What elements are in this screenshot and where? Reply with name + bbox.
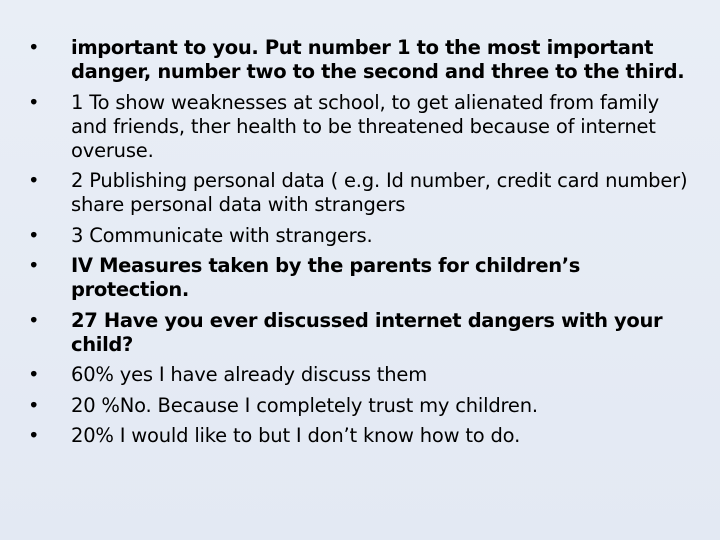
- list-item-text: 20 %No. Because I completely trust my children.: [71, 393, 538, 417]
- list-item-text: 3 Communicate with strangers.: [71, 223, 373, 247]
- bullet-marker: •: [28, 36, 40, 59]
- bullet-marker: •: [28, 308, 40, 332]
- bullet-marker: •: [28, 424, 40, 447]
- list-item: [28, 394, 698, 418]
- bullet-marker: •: [28, 254, 40, 277]
- bullet-marker: •: [28, 90, 40, 114]
- list-item-text: important to you. Put number 1 to the most important danger, number two to the second and three to the third.: [71, 36, 685, 83]
- list-item: [28, 254, 698, 302]
- list-item: [28, 224, 698, 248]
- list-item: [28, 169, 698, 217]
- list-item: [28, 91, 698, 163]
- list-item-text: 20% I would like to but I don’t know how to do.: [71, 424, 521, 447]
- list-item: [28, 36, 698, 84]
- bullet-marker: •: [28, 169, 40, 192]
- bullet-marker: •: [28, 223, 40, 247]
- bullet-marker: •: [28, 393, 40, 417]
- list-item: [28, 309, 698, 357]
- list-item-text: 27 Have you ever discussed internet dangers with your child?: [71, 308, 663, 356]
- bullet-list: [28, 36, 698, 455]
- list-item-text: IV Measures taken by the parents for children’s protection.: [71, 254, 581, 301]
- list-item-text: 1 To show weaknesses at school, to get alienated from family and friends, ther health to be threatened because of internet overuse.: [71, 90, 659, 162]
- list-item-text: 2 Publishing personal data ( e.g. Id number, credit card number) share personal data with strangers: [71, 169, 688, 216]
- list-item-text: 60% yes I have already discuss them: [71, 363, 427, 386]
- list-item: [28, 363, 698, 387]
- list-item: [28, 424, 698, 448]
- bullet-marker: •: [28, 363, 40, 386]
